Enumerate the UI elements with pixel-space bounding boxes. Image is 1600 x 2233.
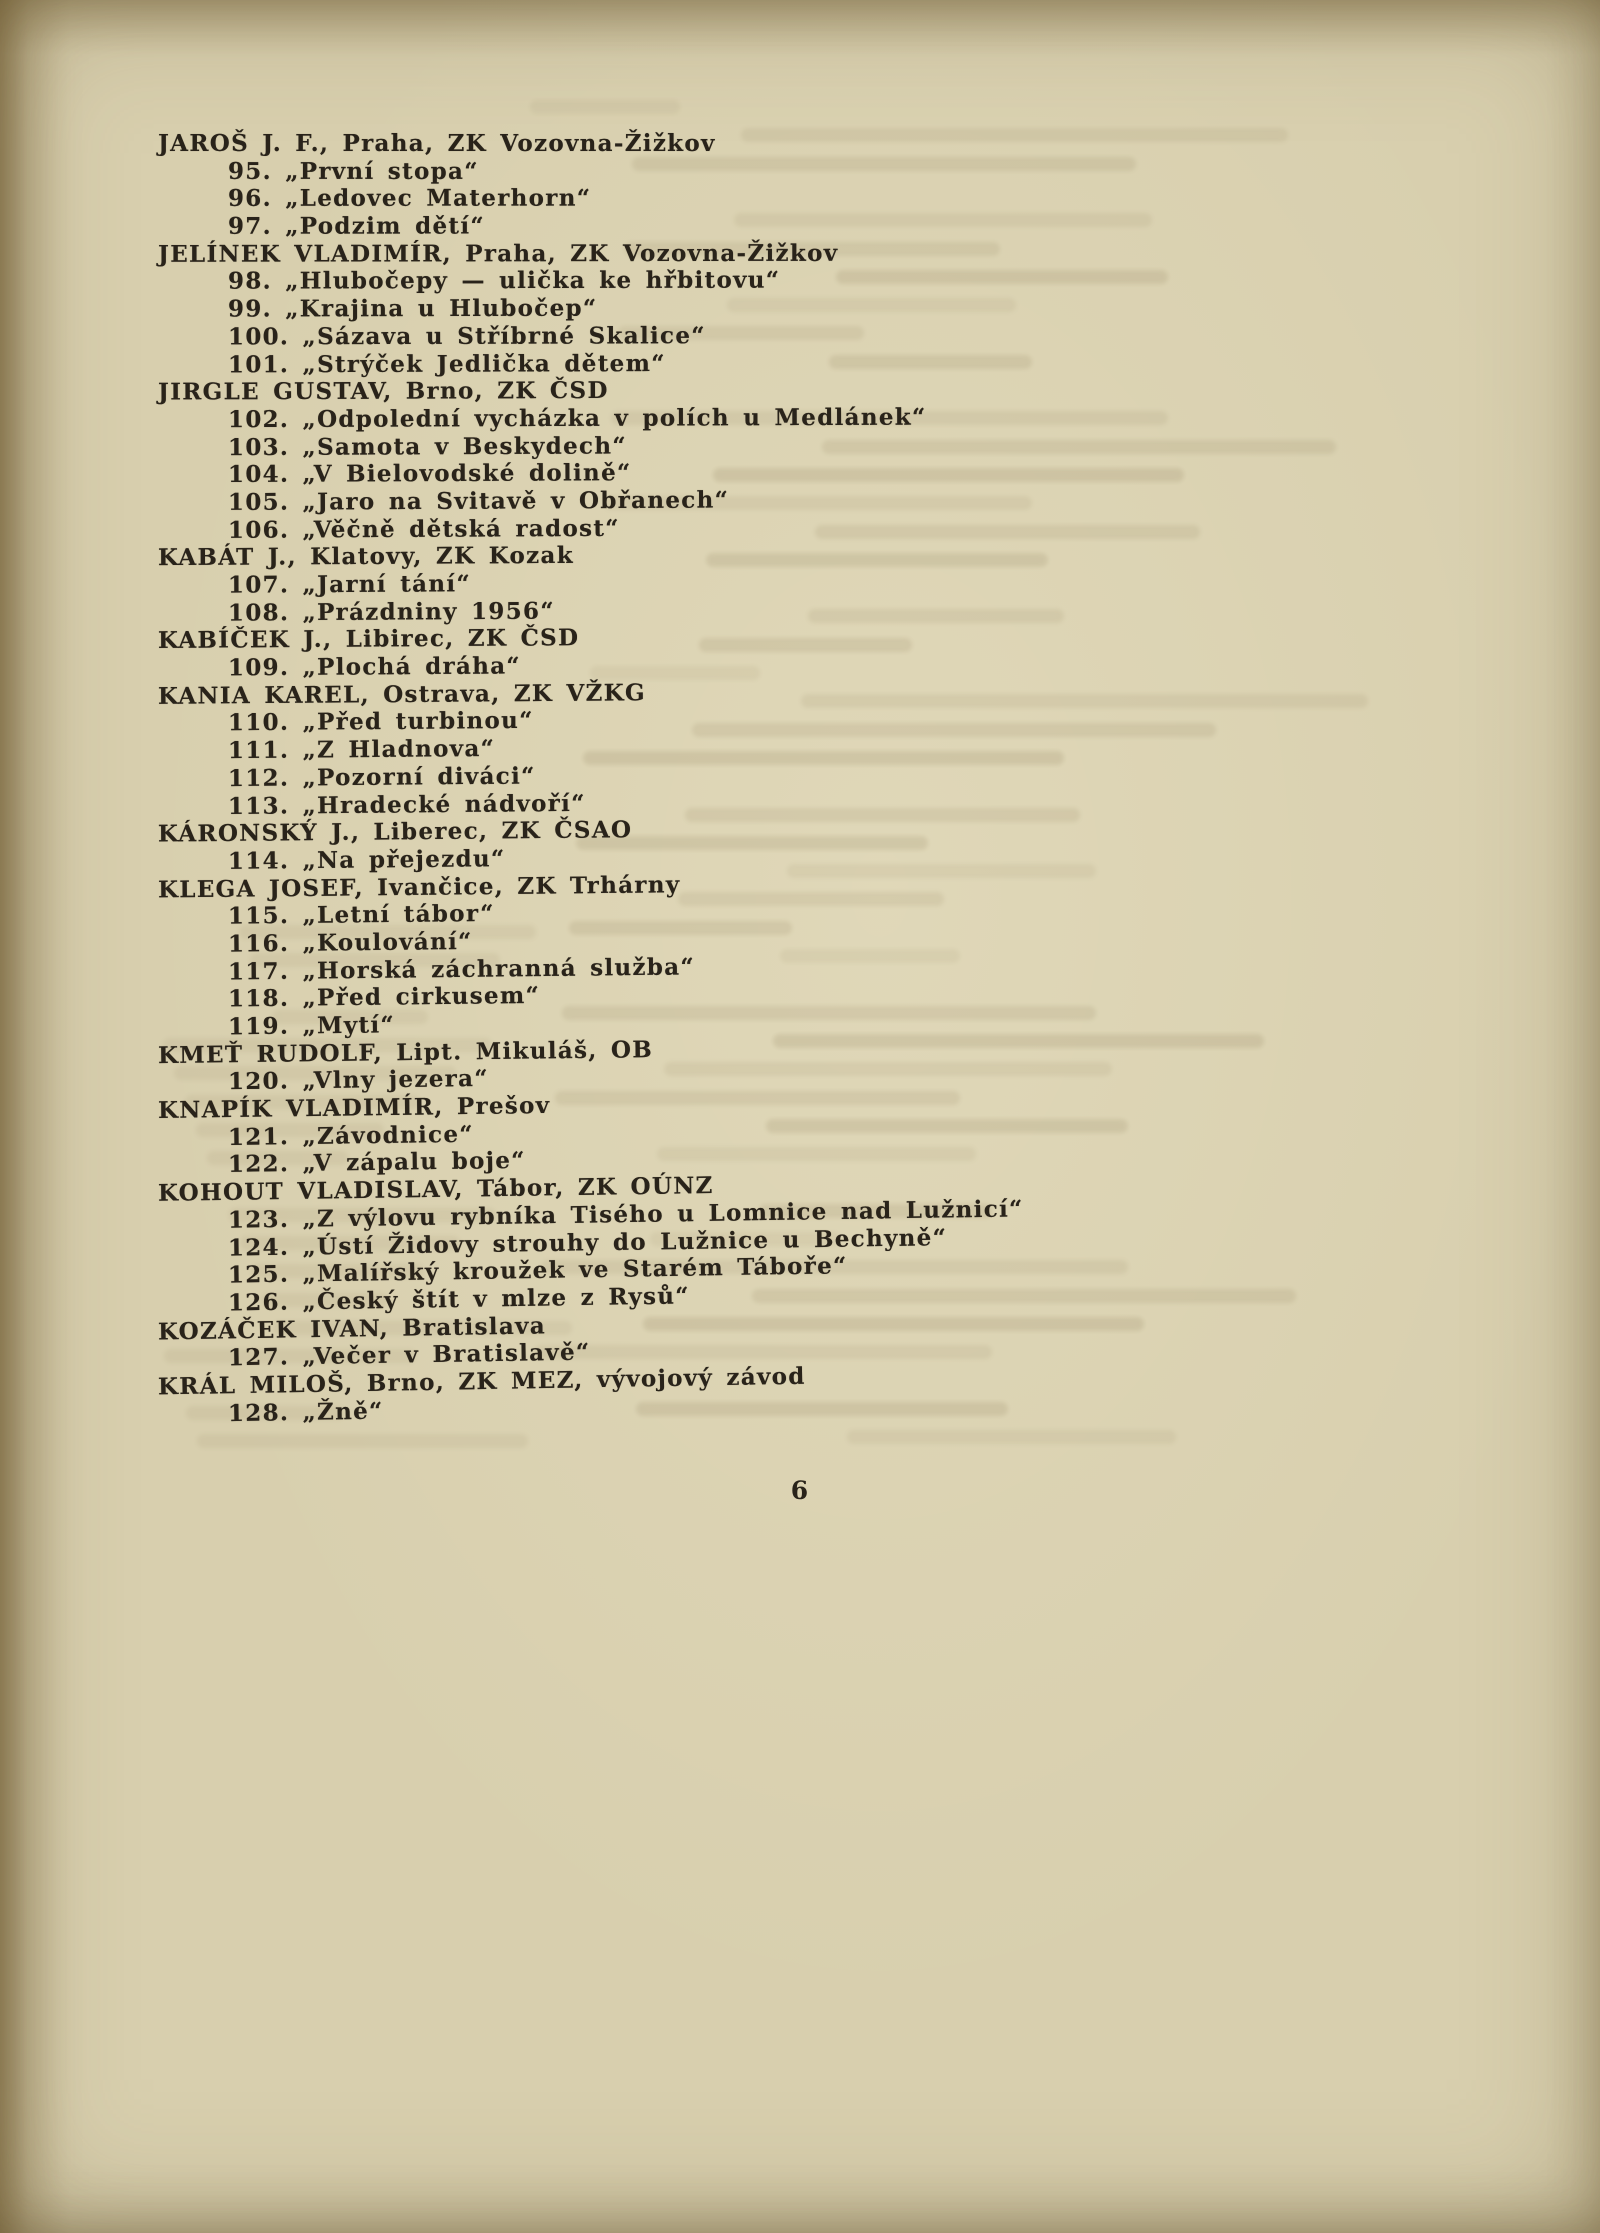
work-item: 107. „Jarní tání“ [227,570,472,599]
author-heading: KRÁL MILOŠ, Brno, ZK MEZ, vývojový závod [157,1362,806,1401]
work-item: 118. „Před cirkusem“ [227,982,541,1013]
author-heading: KLEGA JOSEF, Ivančice, ZK Trhárny [157,870,681,903]
author-heading: KABÁT J., Klatovy, ZK Kozak [157,542,574,572]
author-heading: KOHOUT VLADISLAV, Tábor, ZK OÚNZ [157,1172,714,1207]
work-item: 122. „V zápalu boje“ [227,1147,526,1179]
work-item: 106. „Věčně dětská radost“ [227,514,620,544]
work-item: 127. „Večer v Bratislavě“ [227,1338,591,1372]
work-item: 117. „Horská záchranná služba“ [227,952,696,986]
author-heading: KANIA KAREL, Ostrava, ZK VŽKG [157,679,647,710]
author-heading: KOZÁČEK IVAN, Bratislava [157,1311,547,1346]
author-heading: JELÍNEK VLADIMÍR, Praha, ZK Vozovna-Žižkov [157,239,839,268]
work-item: 102. „Odpolední vycházka v polích u Medlánek“ [227,403,927,434]
work-item: 121. „Závodnice“ [227,1120,475,1151]
work-item: 116. „Koulování“ [227,927,473,958]
work-item: 110. „Před turbinou“ [227,707,534,737]
work-item: 100. „Sázava u Stříbrné Skalice“ [227,322,706,351]
work-item: 105. „Jaro na Svitavě v Obřanech“ [227,486,730,516]
author-heading: KMEŤ RUDOLF, Lipt. Mikuláš, OB [157,1035,654,1069]
work-item: 98. „Hlubočepy — ulička ke hřbitovu“ [227,267,781,296]
work-item: 103. „Samota v Beskydech“ [227,432,627,461]
work-item: 125. „Malířský kroužek ve Starém Táboře“ [227,1252,848,1289]
author-heading: KNAPÍK VLADIMÍR, Prešov [157,1092,551,1125]
work-item: 111. „Z Hladnova“ [227,735,496,765]
author-heading: KÁRONSKÝ J., Liberec, ZK ČSAO [157,816,633,848]
work-item: 119. „Mytí“ [227,1011,396,1041]
work-item: 97. „Podzim dětí“ [227,212,485,240]
author-heading: KABÍČEK J., Libirec, ZK ČSD [157,624,580,655]
work-item: 126. „Český štít v mlze z Rysů“ [227,1282,691,1317]
author-heading: JIRGLE GUSTAV, Brno, ZK ČSD [157,377,609,406]
work-item: 104. „V Bielovodské dolině“ [227,459,632,489]
work-item: 124. „Ústí Židovy strouhy do Lužnice u Bechyně“ [227,1223,948,1262]
work-item: 95. „První stopa“ [227,157,479,185]
work-item: 115. „Letní tábor“ [227,900,495,930]
work-item: 108. „Prázdniny 1956“ [227,597,555,627]
page-number: 6 [790,1476,810,1505]
work-item: 99. „Krajina u Hlubočep“ [227,294,598,323]
work-item: 113. „Hradecké nádvoří“ [227,789,586,820]
work-item: 112. „Pozorní diváci“ [227,762,536,792]
work-item: 96. „Ledovec Materhorn“ [227,184,592,213]
catalog-listing [0,130,1600,1431]
work-item: 123. „Z výlovu rybníka Tisého u Lomnice nad Lužnicí“ [227,1195,1024,1234]
work-item: 120. „Vlny jezera“ [227,1065,489,1096]
work-item: 109. „Plochá dráha“ [227,652,522,682]
work-item: 114. „Na přejezdu“ [227,845,506,875]
work-item: 101. „Strýček Jedlička dětem“ [227,349,666,378]
work-item: 128. „Žně“ [227,1397,384,1427]
author-heading: JAROŠ J. F., Praha, ZK Vozovna-Žižkov [158,130,716,157]
